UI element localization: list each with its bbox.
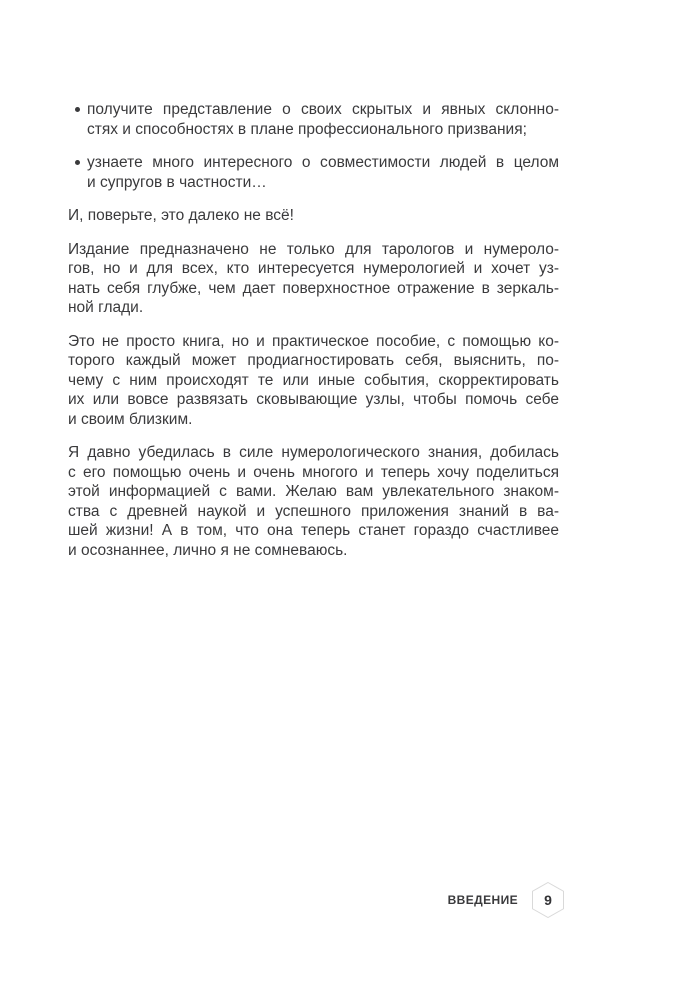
bullet-text: узнаете много интересного о совместимости людей в целом и супругов в частности…	[87, 154, 559, 191]
page-number-badge	[532, 882, 564, 918]
hexagon-icon	[532, 882, 564, 918]
bullet-item	[68, 153, 559, 192]
bullet-text: получите представление о своих скрытых и явных склонно- стях и способностях в плане профессионального призвания;	[87, 101, 559, 138]
page-number: 9	[544, 892, 552, 908]
paragraph: Издание предназначено не только для тарологов и нумероло- гов, но и для всех, кто интересуется нумерологией и хочет уз- нать себя глубже, чем дает поверхностное отражение в зеркаль- ной глади.	[68, 240, 559, 316]
bullet-marker	[75, 107, 80, 112]
bullet-item	[68, 100, 559, 139]
section-label: ВВЕДЕНИЕ	[447, 893, 518, 907]
paragraph: Я давно убедилась в силе нумерологического знания, добилась с его помощью очень и очень многого и теперь хочу поделиться этой информацией с вами. Желаю вам увлекательного знаком- ства с древней наукой и успешного приложения знаний в ва- шей жизни! А в том, что она теперь станет гораздо счастливее и осознаннее, лично я не сомневаюсь.	[68, 444, 559, 559]
paragraph: И, поверьте, это далеко не всё!	[68, 207, 294, 224]
bullet-marker	[75, 160, 80, 165]
page-footer	[448, 882, 564, 918]
page-content	[68, 100, 559, 574]
paragraph: Это не просто книга, но и практическое пособие, с помощью ко- торого каждый может продиагностировать себя, выяснить, по- чему с ним происходят те или иные события, скорректировать их или вовсе развязать сковывающие узлы, чтобы помочь себе и своим близким.	[68, 332, 559, 428]
